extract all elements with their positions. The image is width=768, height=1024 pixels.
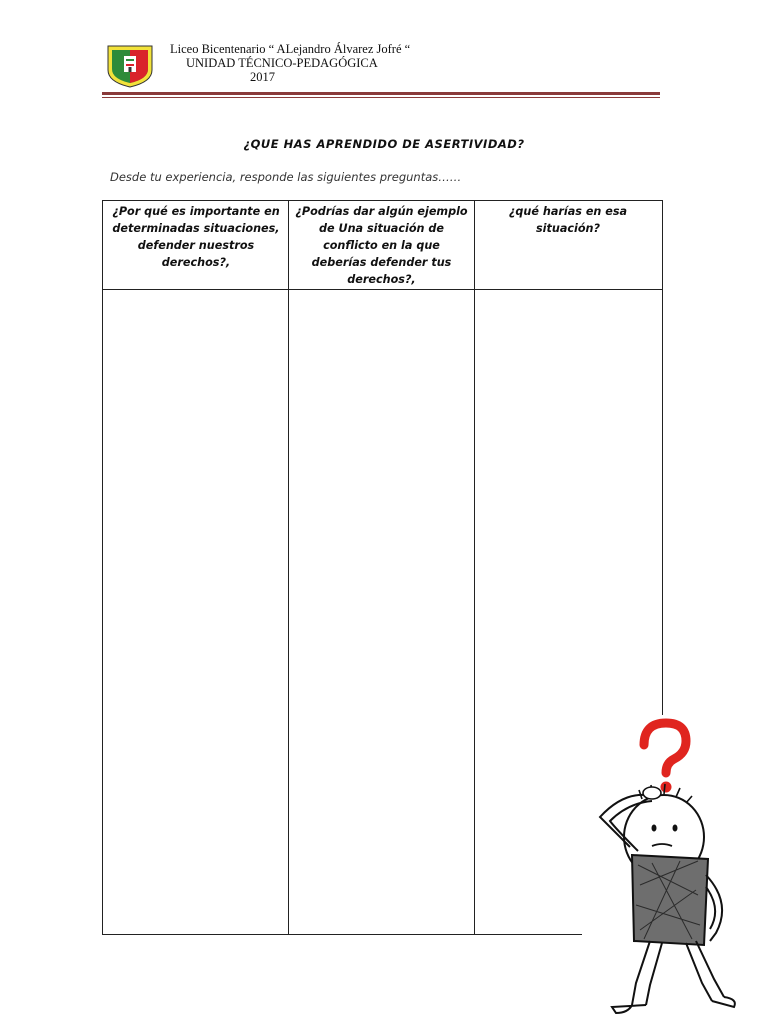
question-cell-3: ¿qué harías en esa situación? bbox=[508, 205, 628, 235]
answer-cell-1[interactable] bbox=[104, 291, 287, 931]
confused-stick-figure-question-mark-icon bbox=[582, 715, 768, 1024]
header-row-divider bbox=[103, 289, 662, 290]
answer-cell-2[interactable] bbox=[290, 291, 473, 931]
column-divider bbox=[288, 201, 289, 934]
school-name: Liceo Bicentenario “ ALejandro Álvarez Jofré “ bbox=[170, 42, 411, 56]
worksheet-title: ¿QUE HAS APRENDIDO DE ASERTIVIDAD? bbox=[243, 137, 525, 151]
question-cell-1: ¿Por qué es importante en determinadas situaciones, defender nuestros derechos?, bbox=[112, 205, 280, 269]
unit-name: UNIDAD TÉCNICO-PEDAGÓGICA bbox=[186, 56, 378, 70]
school-crest-icon bbox=[106, 44, 154, 88]
header-year: 2017 bbox=[250, 70, 275, 84]
header-rule-thin bbox=[102, 97, 660, 98]
school-header-text bbox=[170, 42, 410, 84]
answer-table bbox=[102, 200, 663, 935]
header-rule-thick bbox=[102, 92, 660, 95]
worksheet-instructions: Desde tu experiencia, responde las siguientes preguntas…… bbox=[110, 170, 462, 184]
question-cell-2: ¿Podrías dar algún ejemplo de Una situación de conflicto en la que deberías defender tus derechos?, bbox=[295, 205, 468, 286]
column-divider bbox=[474, 201, 475, 934]
